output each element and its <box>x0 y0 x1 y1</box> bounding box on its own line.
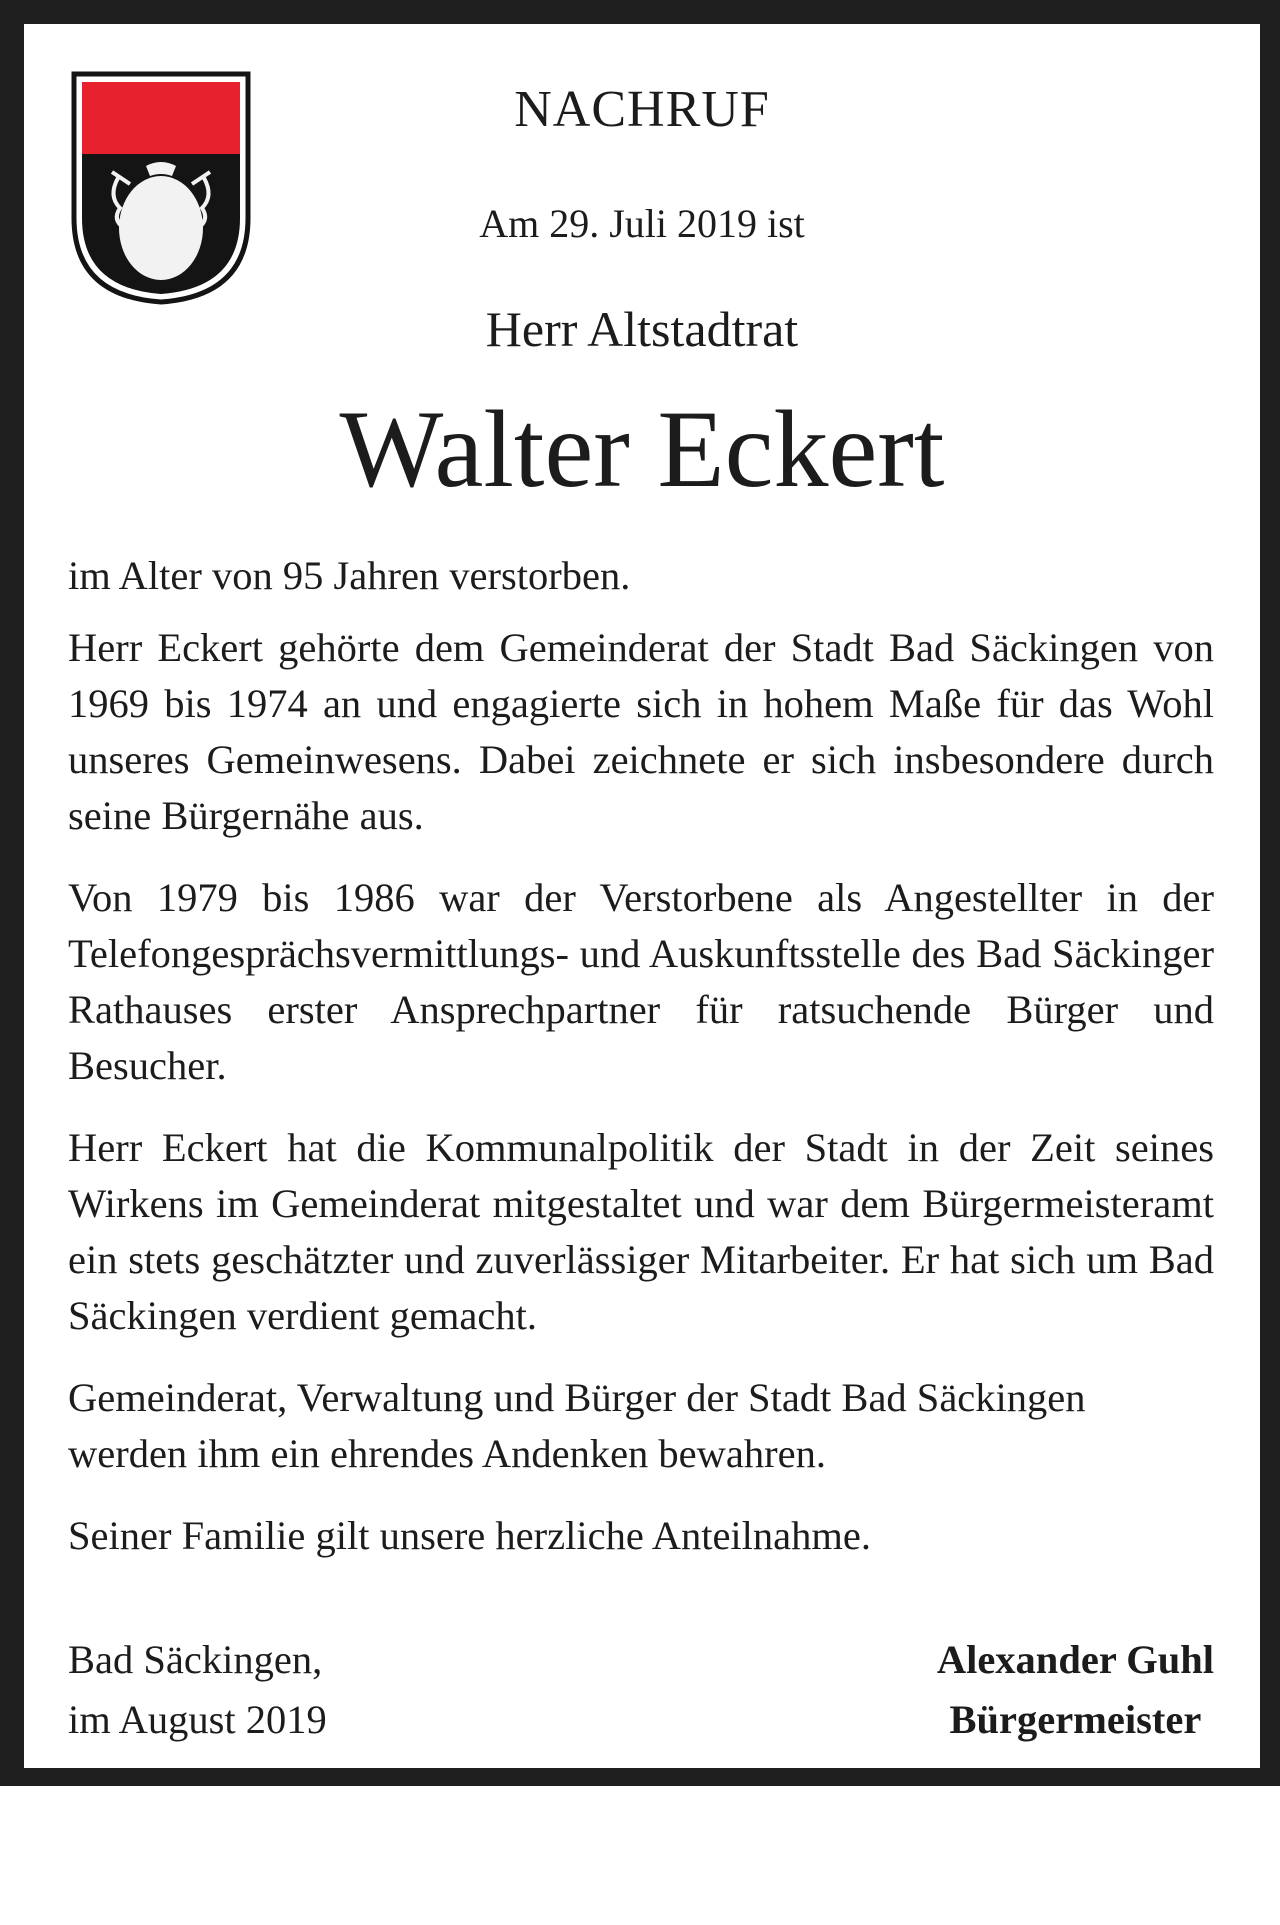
deceased-name: Walter Eckert <box>339 388 945 510</box>
signer-title: Bürgermeister <box>949 1697 1202 1742</box>
notice-card <box>24 24 1260 1768</box>
honorific-title: Herr Altstadtrat <box>485 301 799 357</box>
notice-heading: NACHRUF <box>514 81 770 138</box>
body-paragraph: Herr Eckert gehörte dem Gemeinderat der Stadt Bad Säckingen von 1969 bis 1974 an und engagierte sich in hohem Maße für das Wohl unseres Gemeinwesens. Dabei zeichnete er sich insbesondere durch seine Bürgernähe aus. <box>68 625 1214 838</box>
body-paragraph: im Alter von 95 Jahren verstorben. <box>68 553 631 598</box>
body-paragraph: Von 1979 bis 1986 war der Verstorbene als Angestellter in der Telefongesprächsvermittlungs- und Auskunftsstelle des Bad Säckinger Rathauses erster Ansprechpartner für ratsuchende Bürger und Besucher. <box>68 875 1214 1088</box>
notice-body <box>68 548 1214 1590</box>
place: Bad Säckingen, <box>68 1637 323 1682</box>
body-paragraph: Herr Eckert hat die Kommunalpolitik der Stadt in der Zeit seines Wirkens im Gemeinderat mitgestaltet und war dem Bürgermeisteramt ein stets geschätzter und zuverlässiger Mitarbeiter. Er hat sich um Bad Säckingen verdient gemacht. <box>68 1125 1214 1338</box>
date: im August 2019 <box>68 1697 327 1742</box>
signer-name: Alexander Guhl <box>936 1637 1214 1682</box>
body-paragraph: Gemeinderat, Verwaltung und Bürger der Stadt Bad Säckingen werden ihm ein ehrendes Andenken bewahren. <box>68 1375 1086 1476</box>
signature-block <box>937 1630 1214 1750</box>
body-paragraph: Seiner Familie gilt unsere herzliche Anteilnahme. <box>68 1513 871 1558</box>
death-date-line: Am 29. Juli 2019 ist <box>479 201 805 246</box>
place-and-date <box>68 1630 327 1750</box>
